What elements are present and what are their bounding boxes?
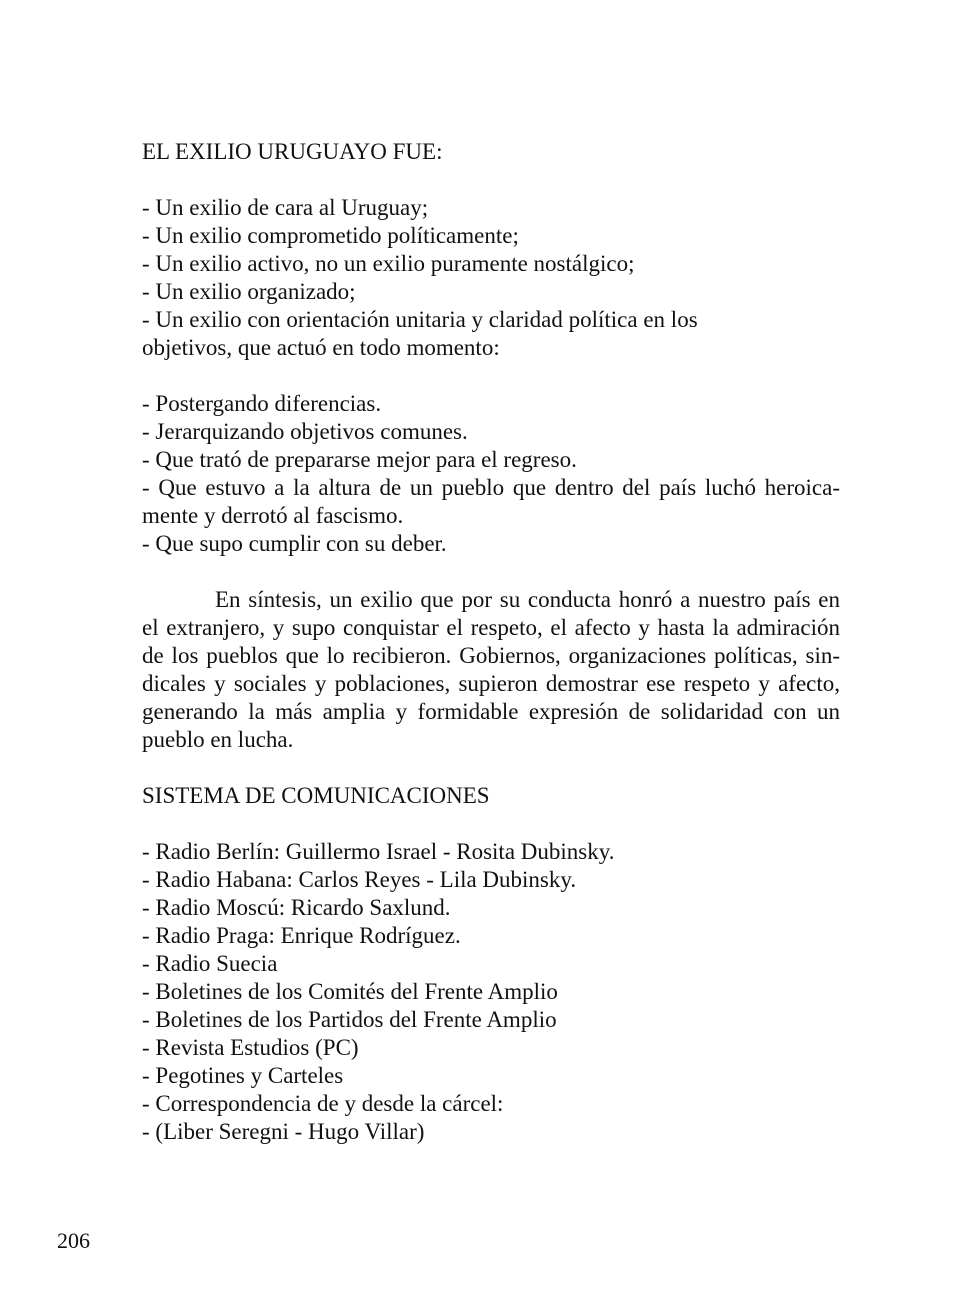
section-heading-comunicaciones: SISTEMA DE COMUNICACIONES (142, 783, 490, 808)
list-item: - Boletines de los Partidos del Frente Amplio (142, 1007, 557, 1032)
section-heading-exilio: EL EXILIO URUGUAYO FUE: (142, 139, 443, 164)
list-item: - Radio Berlín: Guillermo Israel - Rosita Dubinsky. (142, 839, 615, 864)
list-item: - (Liber Seregni - Hugo Villar) (142, 1119, 425, 1144)
list-item-continuation: mente y derrotó al fascismo. (142, 503, 404, 528)
spacer (142, 362, 840, 390)
spacer (142, 166, 840, 194)
list-item: - Pegotines y Carteles (142, 1063, 344, 1088)
spacer (142, 558, 840, 586)
paragraph-line: En síntesis, un exilio que por su conducta honró a nuestro país en (215, 587, 840, 612)
page-number: 206 (57, 1228, 90, 1253)
list-item: - Revista Estudios (PC) (142, 1035, 359, 1060)
spacer (142, 810, 840, 838)
list-item: - Boletines de los Comités del Frente Amplio (142, 979, 558, 1004)
spacer (142, 754, 840, 782)
list-item: - Correspondencia de y desde la cárcel: (142, 1091, 504, 1116)
page-body (142, 138, 840, 1146)
list-item: - Que trató de prepararse mejor para el regreso. (142, 447, 577, 472)
paragraph-line: el extranjero, y supo conquistar el respeto, el afecto y hasta la admiración (142, 615, 840, 640)
list-item: - Jerarquizando objetivos comunes. (142, 419, 468, 444)
list-item: - Un exilio organizado; (142, 279, 356, 304)
paragraph-line: generando la más amplia y formidable expresión de solidaridad con un (142, 699, 840, 724)
list-item: - Un exilio con orientación unitaria y claridad política en los (142, 307, 698, 332)
synthesis-paragraph (142, 586, 840, 754)
list-item: - Radio Habana: Carlos Reyes - Lila Dubinsky. (142, 867, 577, 892)
list-item: - Un exilio de cara al Uruguay; (142, 195, 429, 220)
list-item: - Un exilio comprometido políticamente; (142, 223, 519, 248)
paragraph-line: dicales y sociales y poblaciones, supieron demostrar ese respeto y afecto, (142, 671, 840, 696)
paragraph-line: de los pueblos que lo recibieron. Gobiernos, organizaciones políticas, sin- (142, 643, 840, 668)
list-item-continuation: objetivos, que actuó en todo momento: (142, 335, 500, 360)
list-item: - Radio Moscú: Ricardo Saxlund. (142, 895, 451, 920)
list-item: - Radio Suecia (142, 951, 278, 976)
list-item: - Postergando diferencias. (142, 391, 382, 416)
list-item: - Un exilio activo, no un exilio puramente nostálgico; (142, 251, 635, 276)
paragraph-line: pueblo en lucha. (142, 727, 294, 752)
list-item: - Que supo cumplir con su deber. (142, 531, 447, 556)
list-item: - Que estuvo a la altura de un pueblo que dentro del país luchó heroica- (142, 475, 840, 500)
list-item: - Radio Praga: Enrique Rodríguez. (142, 923, 461, 948)
